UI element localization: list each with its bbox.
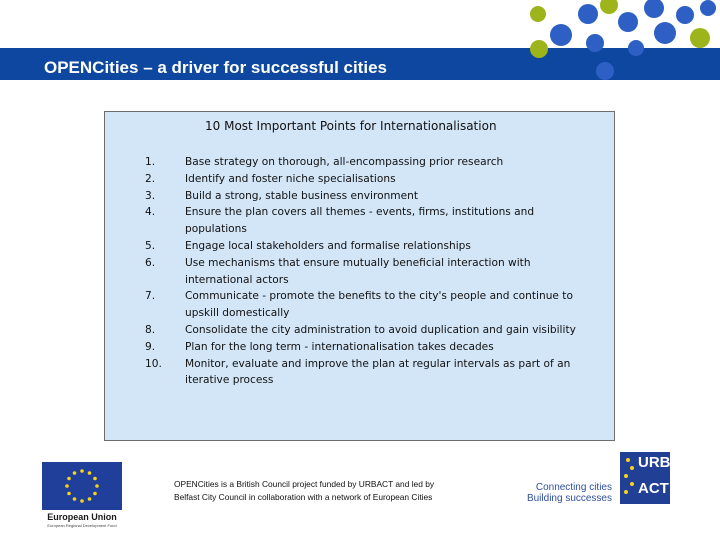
point-text-line: upskill domestically: [185, 307, 290, 320]
box-heading: 10 Most Important Points for Internationalisation: [205, 119, 497, 133]
point-item: [145, 356, 605, 390]
point-number: 4.: [145, 206, 156, 219]
eu-star: [73, 471, 77, 475]
point-text-line: Base strategy on thorough, all-encompassing prior research: [185, 156, 504, 168]
eu-star: [65, 484, 69, 488]
tagline-line1: Connecting cities: [535, 482, 612, 493]
point-number: 5.: [145, 239, 156, 252]
point-text-line: international actors: [185, 273, 289, 286]
points-list: [145, 154, 605, 389]
eu-logo-name: European Union: [47, 512, 117, 522]
point-text: [185, 255, 605, 289]
point-item: [145, 339, 605, 356]
eu-flag-icon: [42, 462, 122, 510]
point-text: [185, 238, 605, 255]
point-text: [185, 171, 605, 188]
point-number: 7.: [145, 290, 156, 303]
content-box: [104, 111, 615, 441]
point-text: [185, 188, 605, 205]
point-number: 3.: [145, 189, 156, 202]
eu-star: [93, 477, 97, 481]
eu-star: [67, 492, 71, 496]
point-item: [145, 238, 605, 255]
point-text-line: Build a strong, stable business environment: [185, 189, 418, 202]
point-number: 1.: [145, 156, 156, 168]
eu-star: [73, 497, 77, 501]
eu-star: [95, 484, 99, 488]
point-text: [185, 204, 605, 238]
eu-star: [80, 499, 84, 503]
point-text-line: Plan for the long term - internationalisation takes decades: [185, 340, 494, 353]
point-item: [145, 171, 605, 188]
point-number: 2.: [145, 172, 156, 185]
point-text-line: Communicate - promote the benefits to the city's people and continue to: [185, 290, 573, 303]
urbact-logo-icon: [620, 452, 670, 504]
tagline: [520, 482, 612, 504]
eu-star: [88, 497, 92, 501]
eu-star: [88, 471, 92, 475]
point-number: 10.: [145, 357, 162, 370]
point-text: [185, 288, 605, 322]
point-text-line: Engage local stakeholders and formalise relationships: [185, 239, 471, 252]
urbact-logo-top: URB: [638, 454, 671, 471]
point-text-line: Identify and foster niche specialisations: [185, 172, 396, 185]
point-text-line: Use mechanisms that ensure mutually beneficial interaction with: [185, 256, 531, 269]
point-item: [145, 288, 605, 322]
footer-note: [174, 478, 504, 504]
tagline-line2: Building successes: [526, 493, 612, 504]
slide-title: OPENCities – a driver for successful cities: [44, 58, 387, 77]
urbact-logo-bottom: ACT: [638, 480, 669, 497]
point-number: 6.: [145, 256, 156, 269]
point-text: [185, 339, 605, 356]
eu-star: [93, 492, 97, 496]
eu-star: [67, 477, 71, 481]
point-text-line: iterative process: [185, 374, 274, 387]
footer-note-line2: Belfast City Council in collaboration with a network of European Cities: [174, 492, 433, 502]
point-item: [145, 188, 605, 205]
eu-star: [80, 469, 84, 473]
point-item: [145, 322, 605, 339]
point-item: [145, 255, 605, 289]
eu-logo-subtitle: European Regional Development Fund: [47, 523, 117, 528]
point-text-line: Ensure the plan covers all themes - events, firms, institutions and: [185, 206, 535, 219]
point-number: 9.: [145, 340, 156, 353]
point-item: [145, 154, 605, 171]
eu-logo: [40, 462, 124, 532]
point-text-line: Monitor, evaluate and improve the plan at regular intervals as part of an: [185, 357, 571, 370]
point-text-line: populations: [185, 223, 247, 236]
point-text-line: Consolidate the city administration to avoid duplication and gain visibility: [185, 323, 576, 336]
point-item: [145, 204, 605, 238]
footer-note-line1: OPENCities is a British Council project funded by URBACT and led by: [174, 479, 435, 489]
point-text: [185, 356, 605, 390]
decorative-dots: [500, 0, 720, 82]
point-text: [185, 154, 605, 171]
point-number: 8.: [145, 323, 156, 336]
point-text: [185, 322, 605, 339]
